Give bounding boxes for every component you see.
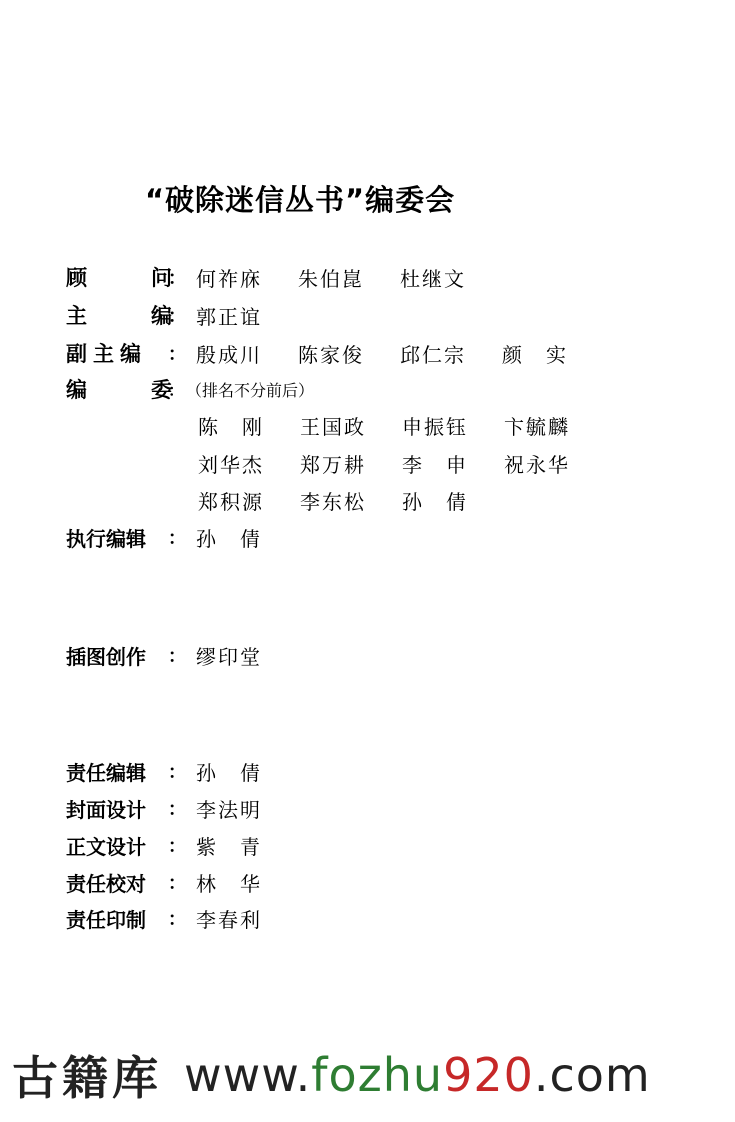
colon: ： <box>168 909 186 930</box>
committee-member: 李东松 <box>300 489 366 514</box>
watermark-tail: .com <box>533 1048 651 1102</box>
cover-design-row <box>66 793 298 823</box>
advisors-label-b: 问 <box>151 266 172 290</box>
printing-row <box>66 903 298 933</box>
committee-member: 孙 倩 <box>402 489 468 514</box>
proofreader-name: 林 华 <box>196 871 262 896</box>
chief-editor-label <box>66 300 172 330</box>
responsible-editor-row <box>66 756 298 786</box>
proofreading-label: 责任校对 <box>66 871 146 896</box>
colon: ： <box>168 380 185 400</box>
watermark-www: www. <box>184 1048 312 1102</box>
executive-editor-label: 执行编辑 <box>66 526 146 551</box>
illustration-row <box>66 640 298 670</box>
watermark <box>12 1040 735 1110</box>
deputy-editor-row <box>66 338 604 368</box>
committee-names-row <box>198 485 504 515</box>
executive-editor-row <box>66 522 298 552</box>
colon: ： <box>168 344 186 365</box>
committee-names-row <box>198 448 606 478</box>
illustration-label: 插图创作 <box>66 644 146 669</box>
committee-member: 申振钰 <box>402 414 468 439</box>
colon: ： <box>168 799 186 820</box>
colon: ： <box>168 762 186 783</box>
colon: ： <box>168 306 186 327</box>
committee-member: 王国政 <box>300 414 366 439</box>
illustrator-name: 缪印堂 <box>196 644 262 669</box>
colon: ： <box>168 873 186 894</box>
advisor-name: 杜继文 <box>400 266 466 291</box>
committee-label <box>66 374 172 404</box>
committee-names-row <box>198 410 606 440</box>
chief-editor-label-a: 主 <box>66 304 87 328</box>
proofreading-row <box>66 867 298 897</box>
advisor-name: 何祚庥 <box>196 266 262 291</box>
committee-member: 李 申 <box>402 452 468 477</box>
text-design-row <box>66 830 298 860</box>
deputy-editor-name: 邱仁宗 <box>400 342 466 367</box>
printing-manager-name: 李春利 <box>196 907 262 932</box>
deputy-editor-label: 副主编 <box>66 342 147 366</box>
advisors-label-a: 顾 <box>66 266 87 290</box>
committee-row <box>66 374 314 404</box>
printing-label: 责任印制 <box>66 907 146 932</box>
committee-member: 刘华杰 <box>198 452 264 477</box>
committee-label-b: 委 <box>151 378 172 402</box>
chief-editor-name: 郭正谊 <box>196 304 262 329</box>
watermark-mid: fozhu <box>311 1048 444 1102</box>
colon: ： <box>168 836 186 857</box>
deputy-editor-name: 颜 实 <box>502 342 568 367</box>
colon: ： <box>168 646 186 667</box>
chief-editor-label-b: 编 <box>151 304 172 328</box>
watermark-num: 920 <box>443 1048 534 1102</box>
committee-member: 郑万耕 <box>300 452 366 477</box>
responsible-editor-name: 孙 倩 <box>196 760 262 785</box>
committee-member: 祝永华 <box>504 452 570 477</box>
advisor-name: 朱伯崑 <box>298 266 364 291</box>
responsible-editor-label: 责任编辑 <box>66 760 146 785</box>
page-title: “破除迷信丛书”编委会 <box>145 183 456 217</box>
advisors-row <box>66 262 502 292</box>
committee-note: （排名不分前后） <box>186 380 315 400</box>
advisors-label <box>66 262 172 292</box>
chief-editor-row <box>66 300 298 330</box>
committee-member: 陈 刚 <box>198 414 264 439</box>
text-designer-name: 紫 青 <box>196 834 262 859</box>
cover-designer-name: 李法明 <box>196 797 262 822</box>
committee-label-a: 编 <box>66 378 87 402</box>
colon: ： <box>168 528 186 549</box>
watermark-cn: 古籍库 <box>12 1051 162 1105</box>
text-design-label: 正文设计 <box>66 834 146 859</box>
executive-editor-name: 孙 倩 <box>196 526 262 551</box>
deputy-editor-name: 陈家俊 <box>298 342 364 367</box>
committee-member: 卞毓麟 <box>504 414 570 439</box>
committee-member: 郑积源 <box>198 489 264 514</box>
deputy-editor-name: 殷成川 <box>196 342 262 367</box>
cover-design-label: 封面设计 <box>66 797 146 822</box>
colon: ： <box>168 268 186 289</box>
